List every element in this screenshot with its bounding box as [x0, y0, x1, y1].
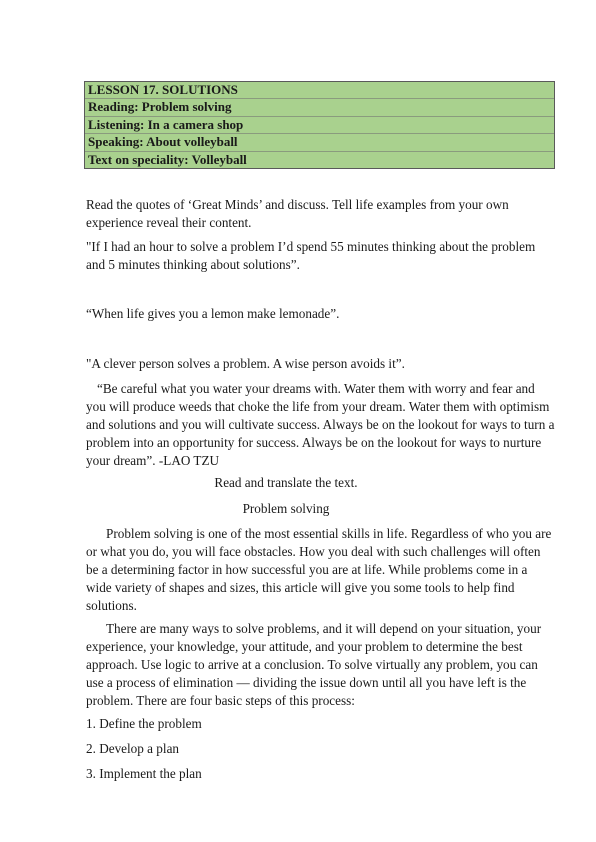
translate-instruction: Read and translate the text.	[214, 475, 358, 490]
lesson-title: LESSON 17. SOLUTIONS	[85, 82, 554, 99]
intro-instruction: Read the quotes of ‘Great Minds’ and discuss. Tell life examples from your own experience reveal their content.	[86, 197, 509, 230]
lesson-header-box	[84, 81, 555, 169]
quote-three: "A clever person solves a problem. A wise person avoids it”.	[86, 356, 405, 371]
reading-topic: Reading: Problem solving	[85, 99, 554, 116]
quote-two: “When life gives you a lemon make lemonade”.	[86, 306, 340, 321]
speciality-topic: Text on speciality: Volleyball	[88, 151, 247, 167]
step-item: 3. Implement the plan	[86, 766, 202, 781]
speaking-topic: Speaking: About volleyball	[85, 134, 554, 151]
listening-topic: Listening: In a camera shop	[85, 117, 554, 134]
article-paragraph-two: There are many ways to solve problems, and it will depend on your situation, your experience, your knowledge, your attitude, and your problem to determine the best approach. Use logic to arrive at a conclusion. To solve virtually any problem, you can use a process of elimination — dividing the issue down until all you have left is the problem. There are four basic steps of this process:	[86, 621, 542, 708]
quote-lao-tzu: “Be careful what you water your dreams with. Water them with worry and fear and you will produce weeds that choke the life from your dream. Water them with optimism and solutions and you will cultivate success. Always be on the lookout for ways to turn a problem into an opportunity for success. Always be on the lookout for ways to nurture your dream”. -LAO TZU	[86, 381, 555, 468]
quote-one: "If I had an hour to solve a problem I’d spend 55 minutes thinking about the problem and 5 minutes thinking about solutions”.	[86, 239, 536, 272]
article-paragraph-one: Problem solving is one of the most essential skills in life. Regardless of who you are or what you do, you will face obstacles. How you deal with such challenges will often be a determining factor in how successful you are at life. While problems come in a wide variety of shapes and sizes, this article will give you some tools to help find solutions.	[86, 526, 552, 613]
article-title: Problem solving	[242, 501, 330, 516]
step-item: 1. Define the problem	[86, 716, 202, 731]
step-item: 2. Develop a plan	[86, 741, 180, 756]
